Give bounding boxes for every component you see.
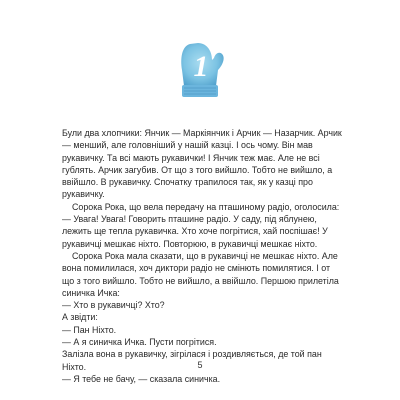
chapter-number: 1 bbox=[193, 50, 209, 83]
paragraph: А звідти: bbox=[62, 312, 98, 323]
chapter-emblem bbox=[172, 36, 230, 100]
paragraph: — Увага! Увага! Говорить пташине радіо. У саду, під яблунею, лежить ще тепла рукавичка. Хто хоче погрітися, хай поспішає! У рукавичці мешкає ніхто. Повторюю, в рукавичці мешкає ніхто. bbox=[62, 214, 328, 249]
page-number: 5 bbox=[197, 360, 203, 370]
paragraph: — Я тебе не бачу, — сказала синичка. bbox=[62, 373, 221, 384]
paragraph: Сорока Рока, що вела передачу на пташиному радіо, оголосила: bbox=[72, 201, 340, 212]
paragraph: Залізла вона в рукавичку, зігрілася і роздивляється, де той пан Ніхто. bbox=[62, 349, 322, 372]
paragraph: — А я синичка Ичка. Пусти погрітися. bbox=[62, 337, 217, 348]
paragraph: — Пан Ніхто. bbox=[62, 324, 117, 335]
paragraph: Були два хлопчики: Янчик — Маркіянчик і Арчик — Назарчик. Арчик — менший, але головніший у нашій казці. І ось чому. Він мав рукавичку. Та всі мають рукавички! І Янчик теж має. Але не всі гублять. Арчик загубив. От що з того вийшло. Тобто не вийшло, а ввійшло. В рукавичку. Спочатку трапилося так, як у казці про рукавичку. bbox=[62, 128, 342, 200]
paragraph: — Хто в рукавичці? Хто? bbox=[62, 300, 165, 311]
story-text bbox=[62, 127, 344, 385]
paragraph: Сорока Рока мала сказати, що в рукавичці не мешкає ніхто. Але вона помилилася, хоч диктори радіо не смінють помилятися. І от що з того вийшло. Тобто не вийшло, а ввійшло. Першою прилетіла синичка Ичка: bbox=[62, 250, 339, 298]
